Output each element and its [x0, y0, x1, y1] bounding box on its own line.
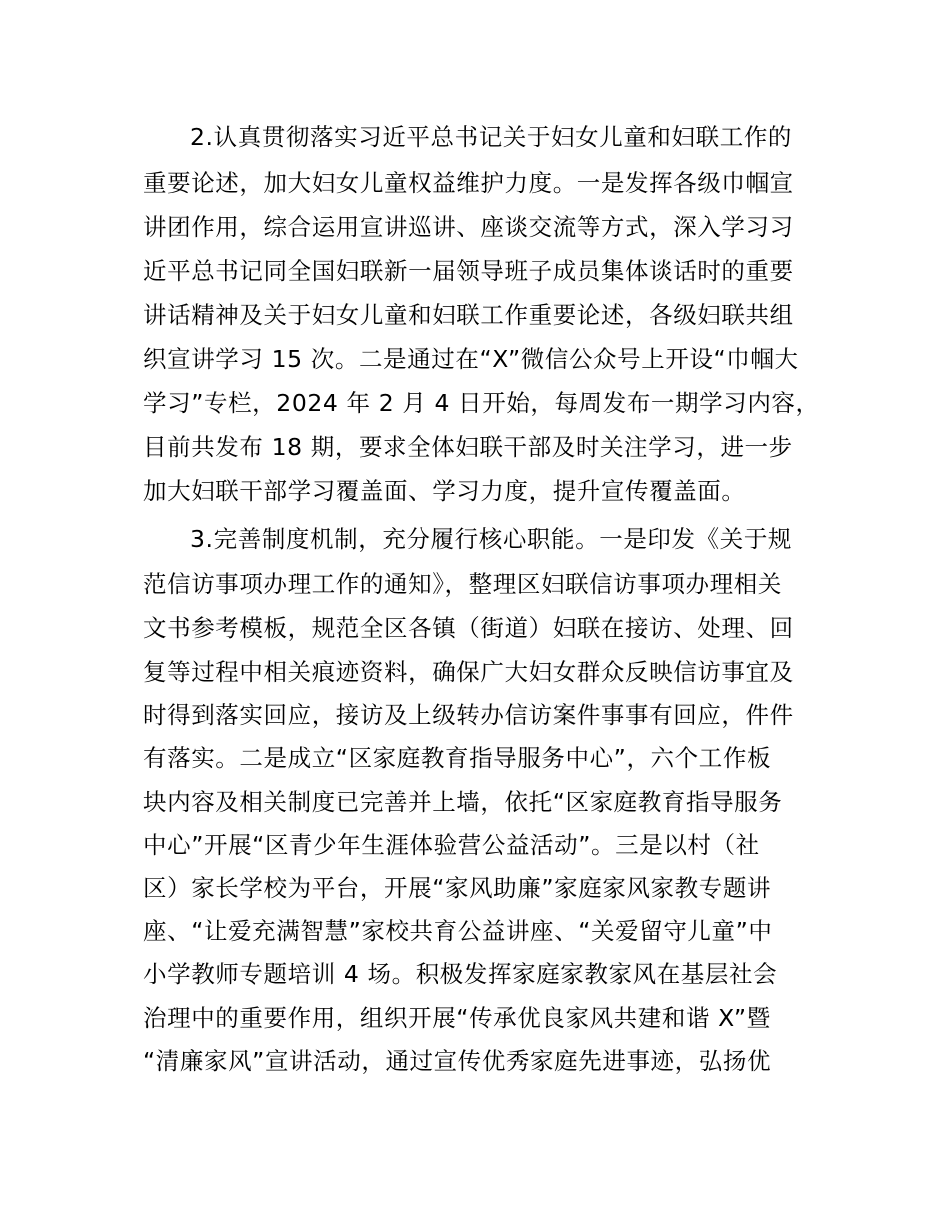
paragraph-2-line-2: 重要论述，加大妇女儿童权益维护力度。一是发挥各级巾帼宣 [143, 169, 794, 197]
paragraph-3-line-1: 3.完善制度机制，充分履行核心职能。一是印发《关于规 [190, 525, 793, 553]
paragraph-3-line-9: 区）家长学校为平台，开展“家风助廉”家庭家风家教专题讲 [143, 874, 772, 902]
paragraph-2-line-5: 讲话精神及关于妇女儿童和妇联工作重要论述，各级妇联共组 [143, 301, 794, 329]
paragraph-3-line-10: 座、“让爱充满智慧”家校共育公益讲座、“关爱留守儿童”中 [143, 917, 773, 945]
paragraph-2-line-1: 2.认真贯彻落实习近平总书记关于妇女儿童和妇联工作的 [190, 123, 793, 151]
paragraph-3-line-13: “清廉家风”宣讲活动，通过宣传优秀家庭先进事迹，弘扬优 [143, 1047, 772, 1075]
paragraph-2-line-3: 讲团作用，综合运用宣讲巡讲、座谈交流等方式，深入学习习 [143, 213, 794, 241]
paragraph-3-line-5: 时得到落实回应，接访及上级转办信访案件事事有回应，件件 [143, 701, 794, 729]
paragraph-3-line-8: 中心”开展“区青少年生涯体验营公益活动”。三是以村（社 [143, 831, 760, 859]
paragraph-3-line-2: 范信访事项办理工作的通知》，整理区妇联信访事项办理相关 [143, 570, 782, 598]
paragraph-3-line-11: 小学教师专题培训 4 场。积极发挥家庭家教家风在基层社会 [143, 960, 778, 988]
paragraph-3-line-6: 有落实。二是成立“区家庭教育指导服务中心”，六个工作板 [143, 744, 772, 772]
paragraph-3-line-7: 块内容及相关制度已完善并上墙，依托“区家庭教育指导服务 [143, 788, 783, 816]
paragraph-2-line-4: 近平总书记同全国妇联新一届领导班子成员集体谈话时的重要 [143, 257, 794, 285]
paragraph-2-line-7: 学习”专栏，2024 年 2 月 4 日开始，每周发布一期学习内容， [143, 389, 820, 417]
paragraph-2-line-9: 加大妇联干部学习覆盖面、学习力度，提升宣传覆盖面。 [143, 477, 746, 505]
paragraph-2-line-8: 目前共发布 18 期，要求全体妇联干部及时关注学习，进一步 [143, 433, 793, 461]
paragraph-3-line-3: 文书参考模板，规范全区各镇（街道）妇联在接访、处理、回 [143, 614, 794, 642]
paragraph-3-line-4: 复等过程中相关痕迹资料，确保广大妇女群众反映信访事宜及 [143, 658, 794, 686]
paragraph-2-line-6: 织宣讲学习 15 次。二是通过在“X”微信公众号上开设“巾帼大 [143, 345, 799, 373]
paragraph-3-line-12: 治理中的重要作用，组织开展“传承优良家风共建和谐 X”暨 [143, 1004, 771, 1032]
